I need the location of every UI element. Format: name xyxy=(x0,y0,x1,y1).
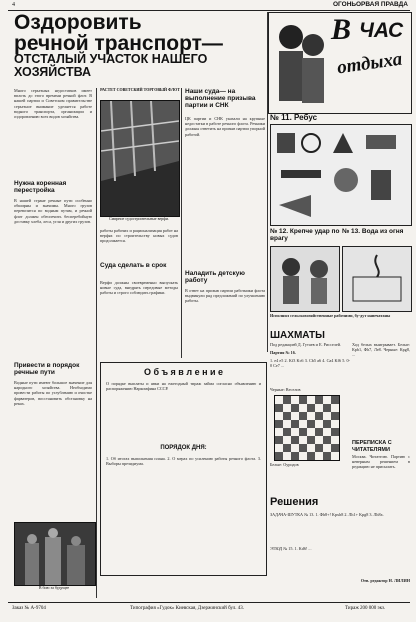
column-divider-2 xyxy=(181,88,182,358)
chess-side-text: Ход белых выигрывает. Белые: Крb1, Фh7, Лe8. Черные: Крg8, ... xyxy=(352,342,410,358)
chess-title: ШАХМАТЫ xyxy=(270,330,325,341)
banner-chas: ЧАС xyxy=(359,19,404,42)
chess-editors: Под редакцией Д. Гутаев и Е. Рисселей. xyxy=(270,342,342,347)
footer-order: Заказ № А-9704 xyxy=(12,606,46,611)
headline-line-1: Оздоровить xyxy=(14,11,142,34)
chess-problem-title: Партия № 16. xyxy=(270,350,296,355)
section-text-restructuring: В нашей стране речные пути особенно обширны и значимы. Много грузов перевозится по водным путям, и речной флот должен обеспечить бесперебойную доставку хлеба, леса, угля и других грузов. xyxy=(14,198,92,224)
main-article-intro: Много серьезных недостатков имеет вплоть до этого времени речной флот. В нашей партии и Советском правительстве серьезное внимание уделяется работе водного транспорта, организации и оздоровлению всех видов хозяйства. xyxy=(14,88,92,120)
section-text-ships: Верфи должны своевременно выпускать новые суда, внедрять передовые методы работы и строго соблюдать графики. xyxy=(100,280,178,296)
main-subhead: ОТСТАЛЫЙ УЧАСТОК НАШЕГО ХОЗЯЙСТВА xyxy=(14,52,208,79)
chess-correspondence-text: Москва. Читателю. Партию с неверным решением в редакцию не присылать. xyxy=(352,454,410,470)
solutions-title: Решения xyxy=(270,496,319,508)
solutions-text: ЗАДАЧА-ШУТКА № 13. 1. Фh8+! Kрxh8 2. Лh1+ Kрg8 3. Лh8х. xyxy=(270,512,384,517)
puzzle-12-image xyxy=(271,247,339,311)
photo-shipyard xyxy=(100,100,180,217)
photo-workers xyxy=(14,522,96,586)
puzzle-13-image xyxy=(343,247,411,311)
photo-shipyard-caption: Смирное судостроительные верфи. xyxy=(109,216,169,221)
photo-shipyard-image xyxy=(101,101,179,216)
announcement-text: О порядке выплаты и явки на ежегодный тираж займа согласно объявлению и распоряжению Наркомфина СССР. xyxy=(106,381,261,392)
puzzle-note: Исполнил сельскохозяйственные рабочими, бу-дут напечатаны xyxy=(270,313,391,318)
banner-v: В xyxy=(331,13,352,46)
chess-black-label: Черные: Веселов xyxy=(270,387,301,392)
solutions-etude: ЭТЮД № 15. 1. Kd6! ... xyxy=(270,546,312,551)
photo-workers-caption: В бою за будущее xyxy=(38,585,70,590)
puzzle-13-title: № 13. Вода из огня xyxy=(342,228,404,235)
section-title-restructuring: Нужна коренная перестройка xyxy=(14,180,67,194)
section-title-party-call: Наши суда— на выполнение призыва партии и СНК xyxy=(185,88,256,109)
puzzle-12-title: № 12. Крепче удар по врагу xyxy=(270,228,340,242)
section-title-ships: Суда сделать в срок xyxy=(100,262,167,269)
rebus-box xyxy=(270,124,412,226)
photo-fleet-title: РАСТЕТ СОВЕТСКИЙ ТОРГОВЫЙ ФЛОТ xyxy=(100,87,180,92)
footer-circulation: Тираж 200 000 экз. xyxy=(345,606,386,611)
chess-board xyxy=(274,395,340,461)
section-text-river-ways: Водные пути имеют большое значение для народного хозяйства. Необходимо провести работы по углублению и очистке фарватеров, восстановить обстановку на реках. xyxy=(14,380,92,406)
announcement-box xyxy=(100,362,267,576)
leisure-banner xyxy=(268,12,412,114)
newspaper-name: ОГОНЬОРВАЯ ПРАВДА xyxy=(333,1,408,8)
section-text-children: В ответ на призыв партии работники флота выдвинули ряд предложений по улучшению работы. xyxy=(185,288,265,304)
rebus-pictures-icon xyxy=(271,125,411,225)
footer-printer: Типография «Гудок» Киевская, Дзержинский бул. 43. xyxy=(130,606,244,611)
column-divider-1 xyxy=(96,88,97,598)
footer-rule xyxy=(8,602,410,603)
headline-line-2: речной транспорт— xyxy=(14,32,223,55)
middle-text: работы рабочих и рационализация работ на верфях по строительству новых судов продолжается. xyxy=(100,228,178,244)
main-headline xyxy=(14,12,274,54)
chess-correspondence-title: ПЕРЕПИСКА С ЧИТАТЕЛЯМИ xyxy=(352,440,392,453)
banner-otdyha: отдыха xyxy=(335,48,404,79)
editor-line: Отв. редактор Н. ЛИЛИН xyxy=(360,578,410,583)
rebus-title: № 11. Ребус xyxy=(270,113,318,122)
chess-white-label: Белые: Оуродов xyxy=(270,462,299,467)
banner-people-icon xyxy=(271,15,331,110)
photo-workers-image xyxy=(15,523,95,585)
chess-problem-moves: 1. e4 e5 2. Kf3 Kc6 3. Cb5 a6 4. Ca4 Kf6 5. 0-0 Ce7 ... xyxy=(270,358,350,369)
puzzle-12-illustration xyxy=(270,246,340,312)
section-title-river-ways: Привести в порядок речные пути xyxy=(14,362,80,376)
announcement-title: О б ъ я в л е н и е xyxy=(143,367,224,377)
section-text-party-call: ЦК партии и СНК указали на крупные недостатки в работе речного флота. Речники должны ответить на призыв партии упорной работой. xyxy=(185,116,265,137)
puzzle-13-illustration xyxy=(342,246,412,312)
announcement-list: 1. Об итогах выполнения плана. 2. О мерах по усилению работы речного флота. 3. Выборы президиума. xyxy=(106,456,261,467)
announcement-list-title: ПОРЯДОК ДНЯ: xyxy=(160,445,207,451)
page-number: 4 xyxy=(12,2,15,8)
section-title-children: Наладить детскую работу xyxy=(185,270,245,284)
